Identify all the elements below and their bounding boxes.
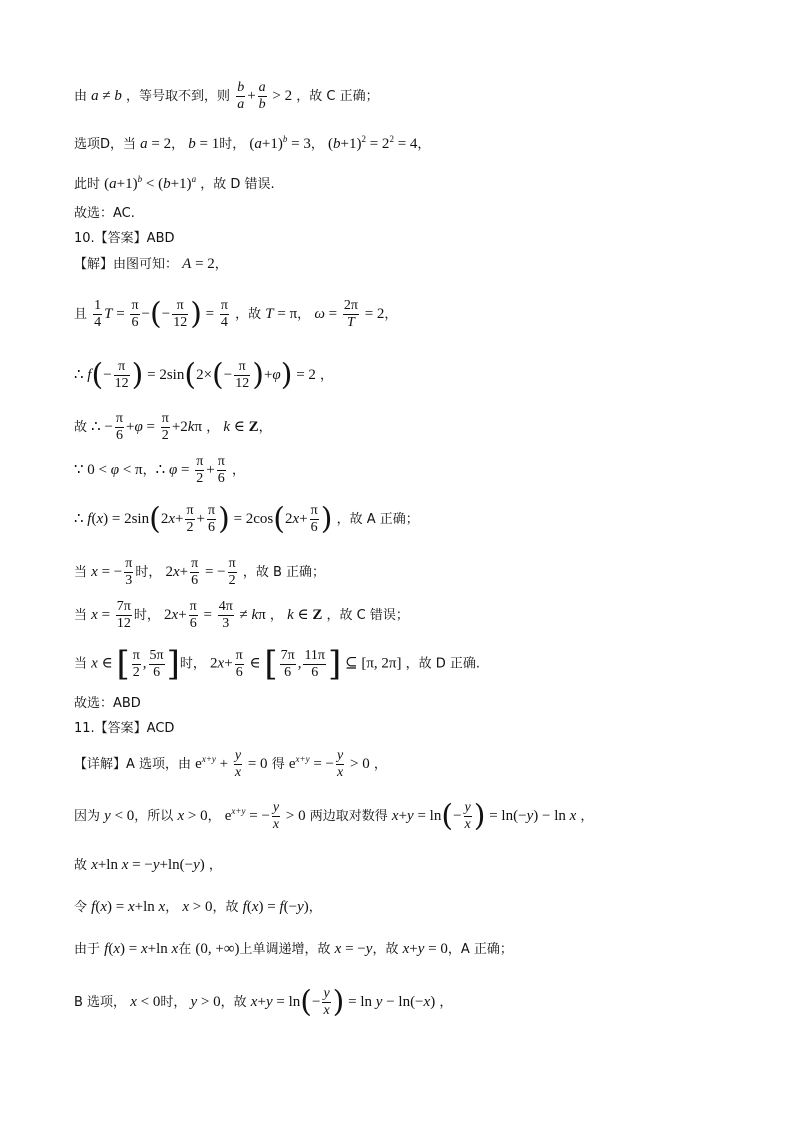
line-2: 选项D，当 a = 2， b = 1时， $(a+1)^b = 3$， $(b+1)^2 = 2^2 = 4$， [74, 134, 431, 152]
answer-10-heading: 10.【答案】ABD [74, 231, 175, 246]
answer-11-heading: 11.【答案】ACD [74, 721, 175, 736]
math: a ≠ b [91, 88, 122, 104]
line-3: 此时 $(a+1)^b < (b+1)^a$ ，故 D 错误. [74, 174, 275, 192]
line-21: 由于 f(x) = x+ln x在 (0, +∞)上单调递增，故 x = −y，故 x+y = 0，A 正确； [74, 941, 513, 957]
line-14: 当 x ∈ [ $\frac{\pi}{2}$ , $\frac{5\pi}{6}$ ]时， 2x+ $\frac{\pi}{6}$ ∈ [ $\frac{7\pi}{6}$ , $\frac{11\pi}{6}$ ] ⊆ [π, 2π] ，故 D 正确. [74, 644, 481, 684]
line-15: 故选：ABD [74, 696, 141, 711]
line-13: 当 x = $\frac{7\pi}{12}$ 时， 2x+ $\frac{\pi}{6}$ = $\frac{4\pi}{3}$ ≠ kπ ， k ∈ Z ，故 C 错误； [74, 599, 409, 631]
line-10: ∵ 0 < φ < π，∴ φ = $\frac{\pi}{2}$ + $\frac{\pi}{6}$ ， [74, 454, 245, 486]
line-19: 故 x+ln x = −y+ln(−y) ， [74, 857, 222, 873]
line-11: ∴ f(x) = 2sin(2x+ $\frac{\pi}{2}$ + $\frac{\pi}{6}$ ) = 2cos(2x+ $\frac{\pi}{6}$ ) ，故 A 正确； [74, 501, 419, 537]
line-20: 令 f(x) = x+ln x， x > 0，故 f(x) = f(−y)， [74, 899, 322, 915]
line-18: 因为 y < 0，所以 x > 0， $e^{x+y}$ = − $\frac{y}{x}$ > 0 两边取对数得 x+y = ln(− $\frac{y}{x}$ ) = ln(−y) − ln x ， [74, 798, 594, 834]
line-12: 当 x = − $\frac{\pi}{3}$ 时， 2x+ $\frac{\pi}{6}$ = − $\frac{\pi}{2}$ ，故 B 正确； [74, 556, 326, 588]
line-9: 故 ∴ − $\frac{\pi}{6}$ +φ = $\frac{\pi}{2}$ +2kπ ， k ∈ Z， [74, 411, 272, 443]
line-6: 【解】由图可知： A = 2， [74, 256, 228, 272]
line-1: 由 a ≠ b ，等号取不到，则 $\frac{b}{a}$ + $\frac{a}{b}$ > 2 ，故 C 正确； [74, 80, 379, 112]
line-17: 【详解】A 选项，由 $e^{x+y}$ + $\frac{y}{x}$ = 0 得 $e^{x+y}$ = − $\frac{y}{x}$ > 0 ， [74, 748, 387, 780]
line-7: 且 $\frac{1}{4}$ T = $\frac{\pi}{6}$ −(− $\frac{\pi}{12}$ ) = $\frac{\pi}{4}$ ，故 T = π， ω = $\frac{2\pi}{T}$ = 2， [74, 296, 398, 332]
line-8: ∴ f(− $\frac{\pi}{12}$ ) = 2sin(2×(− $\frac{\pi}{12}$ )+φ) = 2 ， [74, 357, 334, 393]
line-22: B 选项， x < 0时， y > 0，故 x+y = ln(− $\frac{y}{x}$ ) = ln y − ln(−x) ， [74, 984, 453, 1020]
line-4: 故选：AC. [74, 206, 135, 221]
